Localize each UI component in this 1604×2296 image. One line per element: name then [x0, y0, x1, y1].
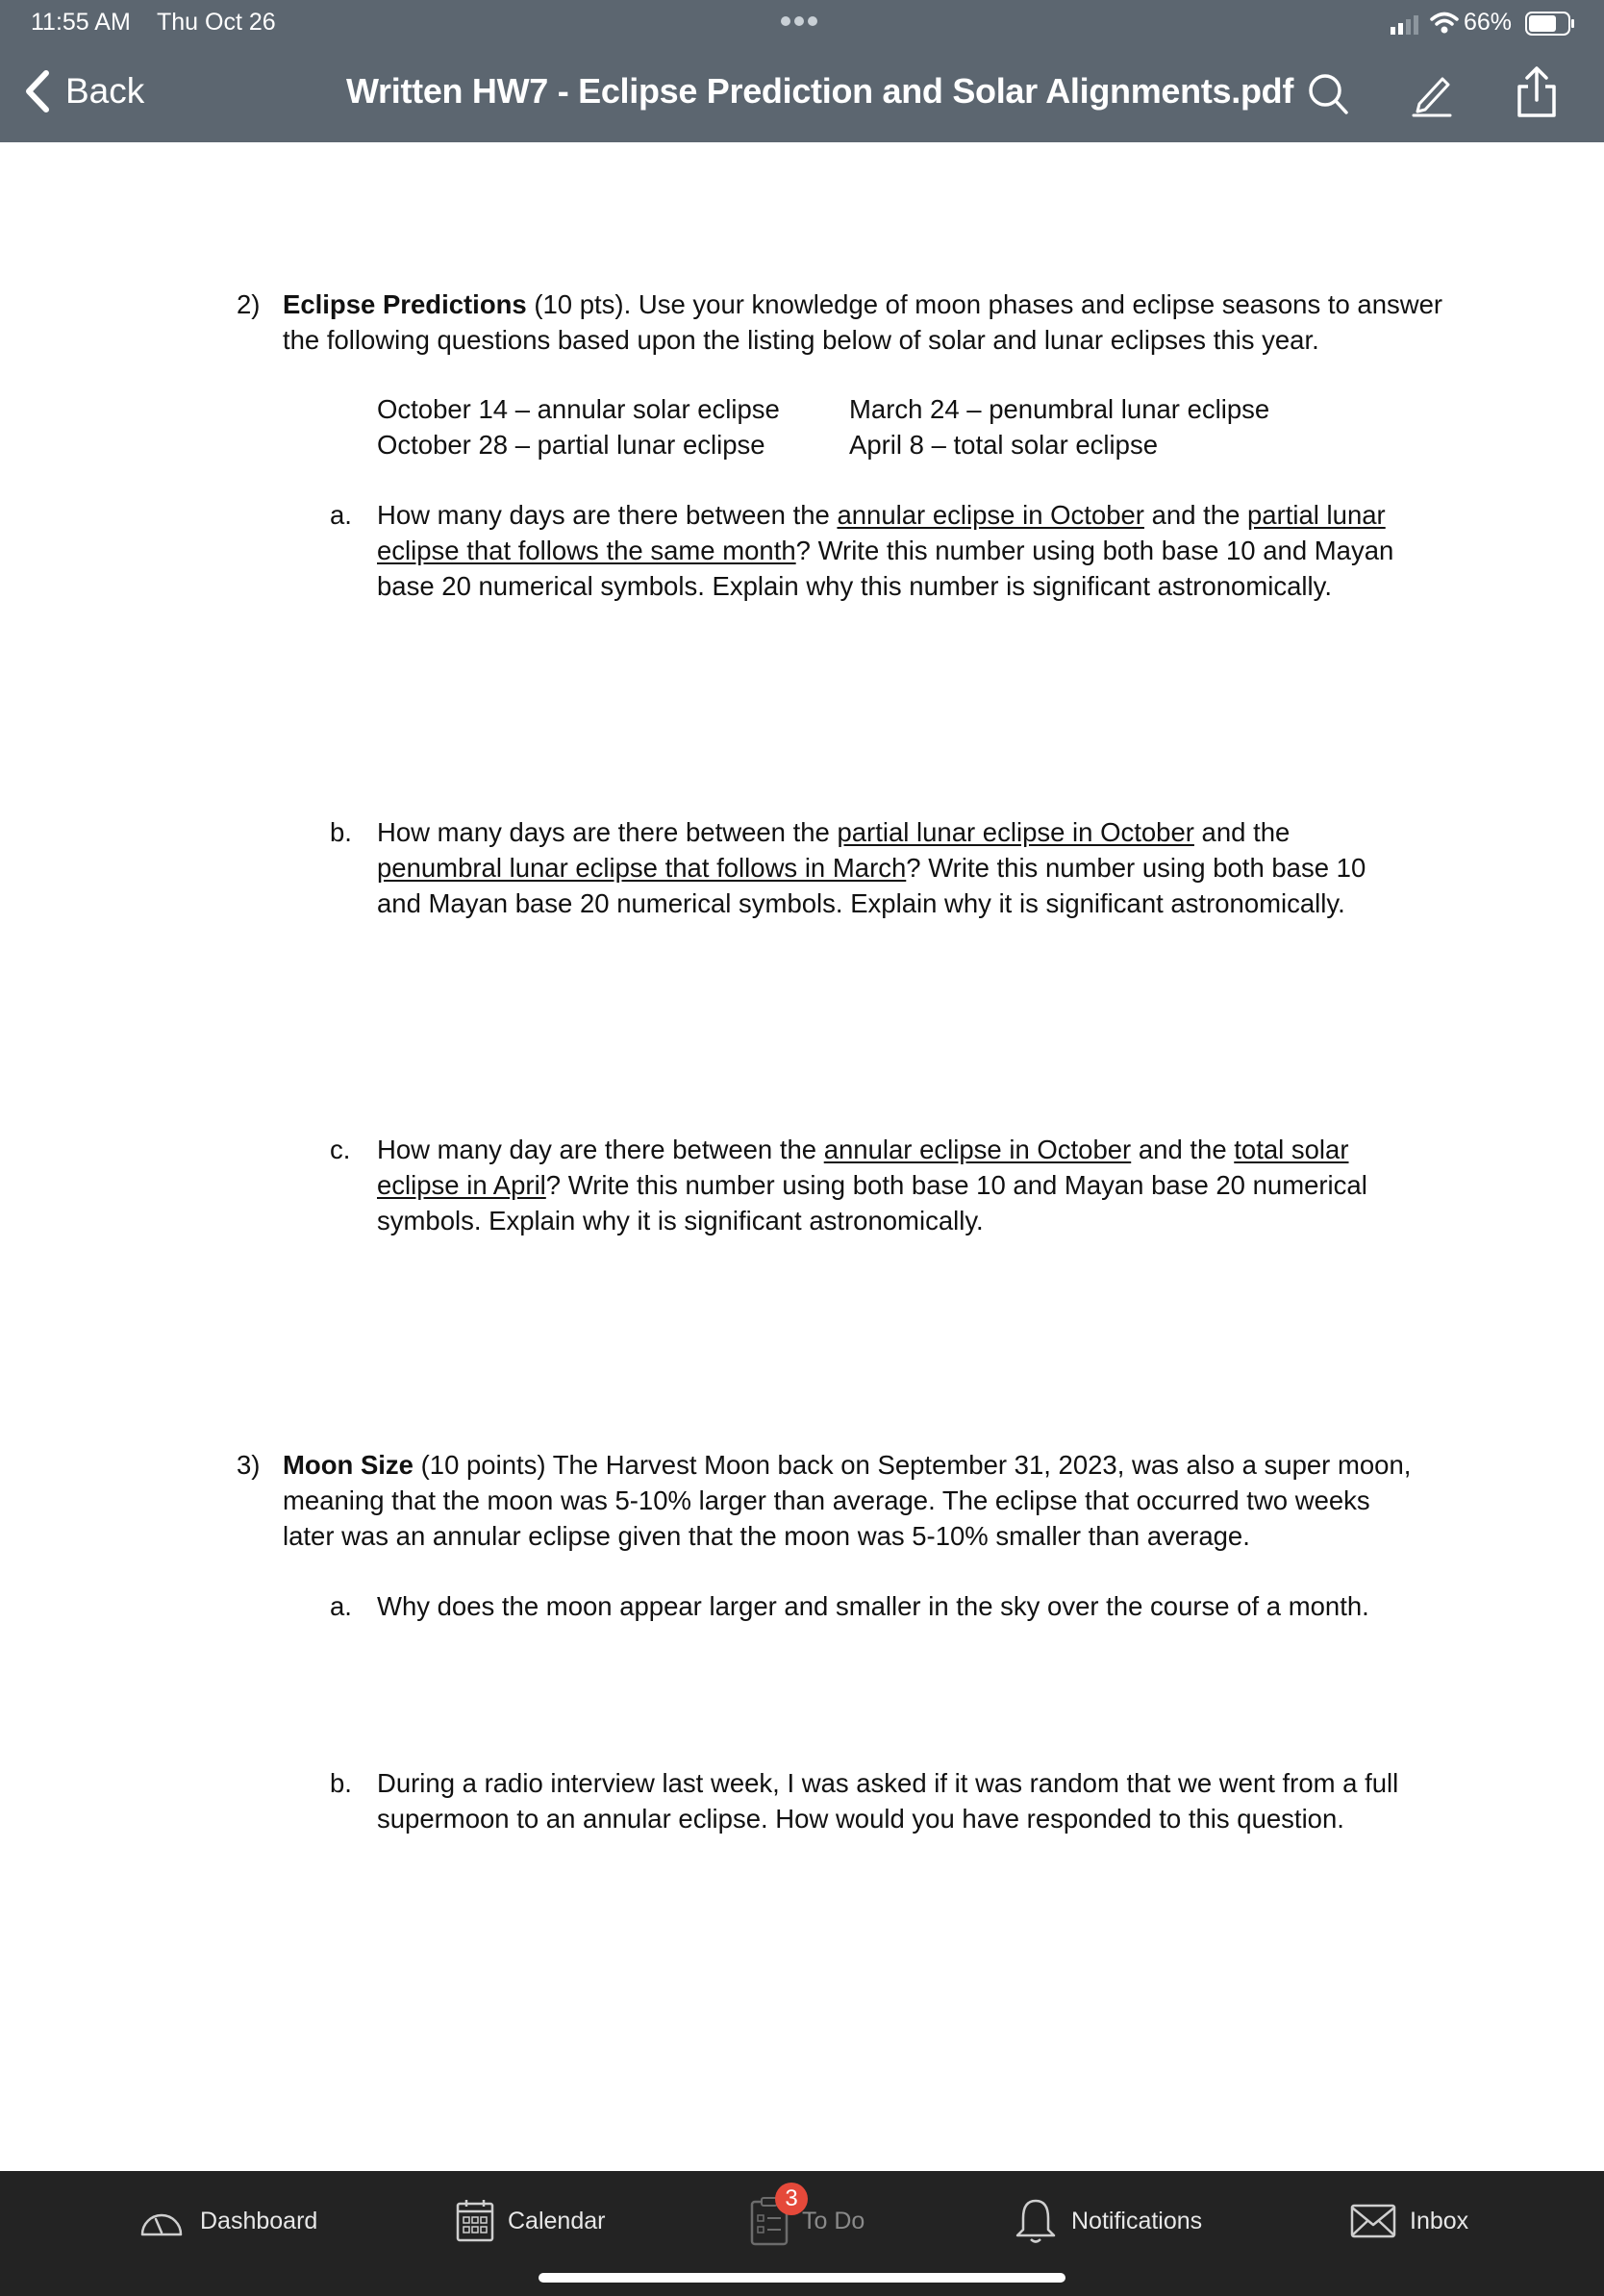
eclipse-entry: October 28 – partial lunar eclipse — [377, 430, 765, 460]
eclipse-entry: October 14 – annular solar eclipse — [377, 394, 780, 424]
question-2-intro: Eclipse Predictions (10 pts). Use your knowledge of moon phases and eclipse seasons to answer the following questions based upon the listing below of solar and lunar eclipses this year. — [283, 289, 1443, 355]
multitasking-dots-icon[interactable] — [781, 13, 825, 31]
question-2a: How many days are there between the annular eclipse in October and the partial lunar eclipse that follows the same month? Write this number using both base 10 and Mayan base 20 numerical symbols. Explain why this number is significant astronomically. — [377, 500, 1394, 601]
tab-dashboard[interactable] — [137, 2192, 317, 2250]
tab-inbox[interactable] — [1350, 2192, 1468, 2250]
tab-label: Calendar — [508, 2207, 606, 2234]
battery-icon — [1525, 12, 1575, 36]
eclipse-entry: April 8 – total solar eclipse — [849, 430, 1158, 460]
question-heading: Moon Size — [283, 1450, 414, 1480]
todo-count-badge: 3 — [775, 2183, 808, 2215]
question-3b: During a radio interview last week, I was asked if it was random that we went from a full supermoon to an annular eclipse. How would you have responded to this question. — [377, 1768, 1399, 1834]
status-date: Thu Oct 26 — [157, 9, 276, 36]
eclipse-entry: March 24 – penumbral lunar eclipse — [849, 394, 1270, 424]
annotate-pen-icon[interactable] — [1406, 65, 1456, 119]
search-icon[interactable] — [1302, 65, 1352, 119]
question-2c: How many day are there between the annular eclipse in October and the total solar eclipse in April? Write this number using both base 10 and Mayan base 20 numerical symbols. Explain why it is significant astronomically. — [377, 1135, 1367, 1235]
sub-question-letter: b. — [330, 1768, 352, 1798]
eclipse-list-left — [377, 391, 780, 462]
notifications-bell-icon — [1014, 2197, 1058, 2245]
question-3-intro: Moon Size (10 points) The Harvest Moon back on September 31, 2023, was also a super moon, meaning that the moon was 5-10% larger than average. The eclipse that occurred two weeks later was an annular eclipse given that the moon was 5-10% smaller than average. — [283, 1450, 1412, 1551]
tab-label: Inbox — [1410, 2207, 1469, 2234]
question-3a: Why does the moon appear larger and smaller in the sky over the course of a month. — [377, 1591, 1369, 1621]
cellular-signal-icon — [1391, 15, 1421, 35]
share-icon[interactable] — [1512, 65, 1562, 119]
tab-calendar[interactable] — [456, 2192, 605, 2250]
question-heading: Eclipse Predictions — [283, 289, 527, 319]
sub-question-letter: a. — [330, 500, 352, 530]
question-number: 2) — [237, 289, 261, 319]
back-label: Back — [65, 71, 145, 111]
tab-label: To Do — [802, 2207, 865, 2234]
top-navigation-bar — [0, 0, 1604, 142]
sub-question-letter: b. — [330, 817, 352, 847]
sub-question-letter: c. — [330, 1135, 351, 1164]
tab-label: Dashboard — [200, 2207, 318, 2234]
document-title: Written HW7 - Eclipse Prediction and Solar Alignments.pdf — [346, 71, 1294, 111]
question-number: 3) — [237, 1450, 261, 1480]
dashboard-gauge-icon — [137, 2202, 187, 2240]
home-indicator[interactable] — [539, 2273, 1065, 2283]
chevron-left-icon — [21, 69, 52, 113]
status-time: 11:55 AM — [31, 9, 131, 36]
tab-label: Notifications — [1071, 2207, 1203, 2234]
battery-percentage: 66% — [1464, 9, 1513, 36]
eclipse-list-right — [849, 391, 1269, 462]
wifi-icon — [1430, 12, 1459, 35]
question-2b: How many days are there between the partial lunar eclipse in October and the penumbral lunar eclipse that follows in March? Write this number using both base 10 and Mayan base 20 numerical symbols. Explain why it is significant astronomically. — [377, 817, 1366, 918]
tab-notifications[interactable] — [1014, 2192, 1202, 2250]
back-button[interactable] — [21, 67, 144, 115]
inbox-envelope-icon — [1350, 2204, 1396, 2238]
sub-question-letter: a. — [330, 1591, 352, 1621]
calendar-icon — [456, 2198, 494, 2244]
